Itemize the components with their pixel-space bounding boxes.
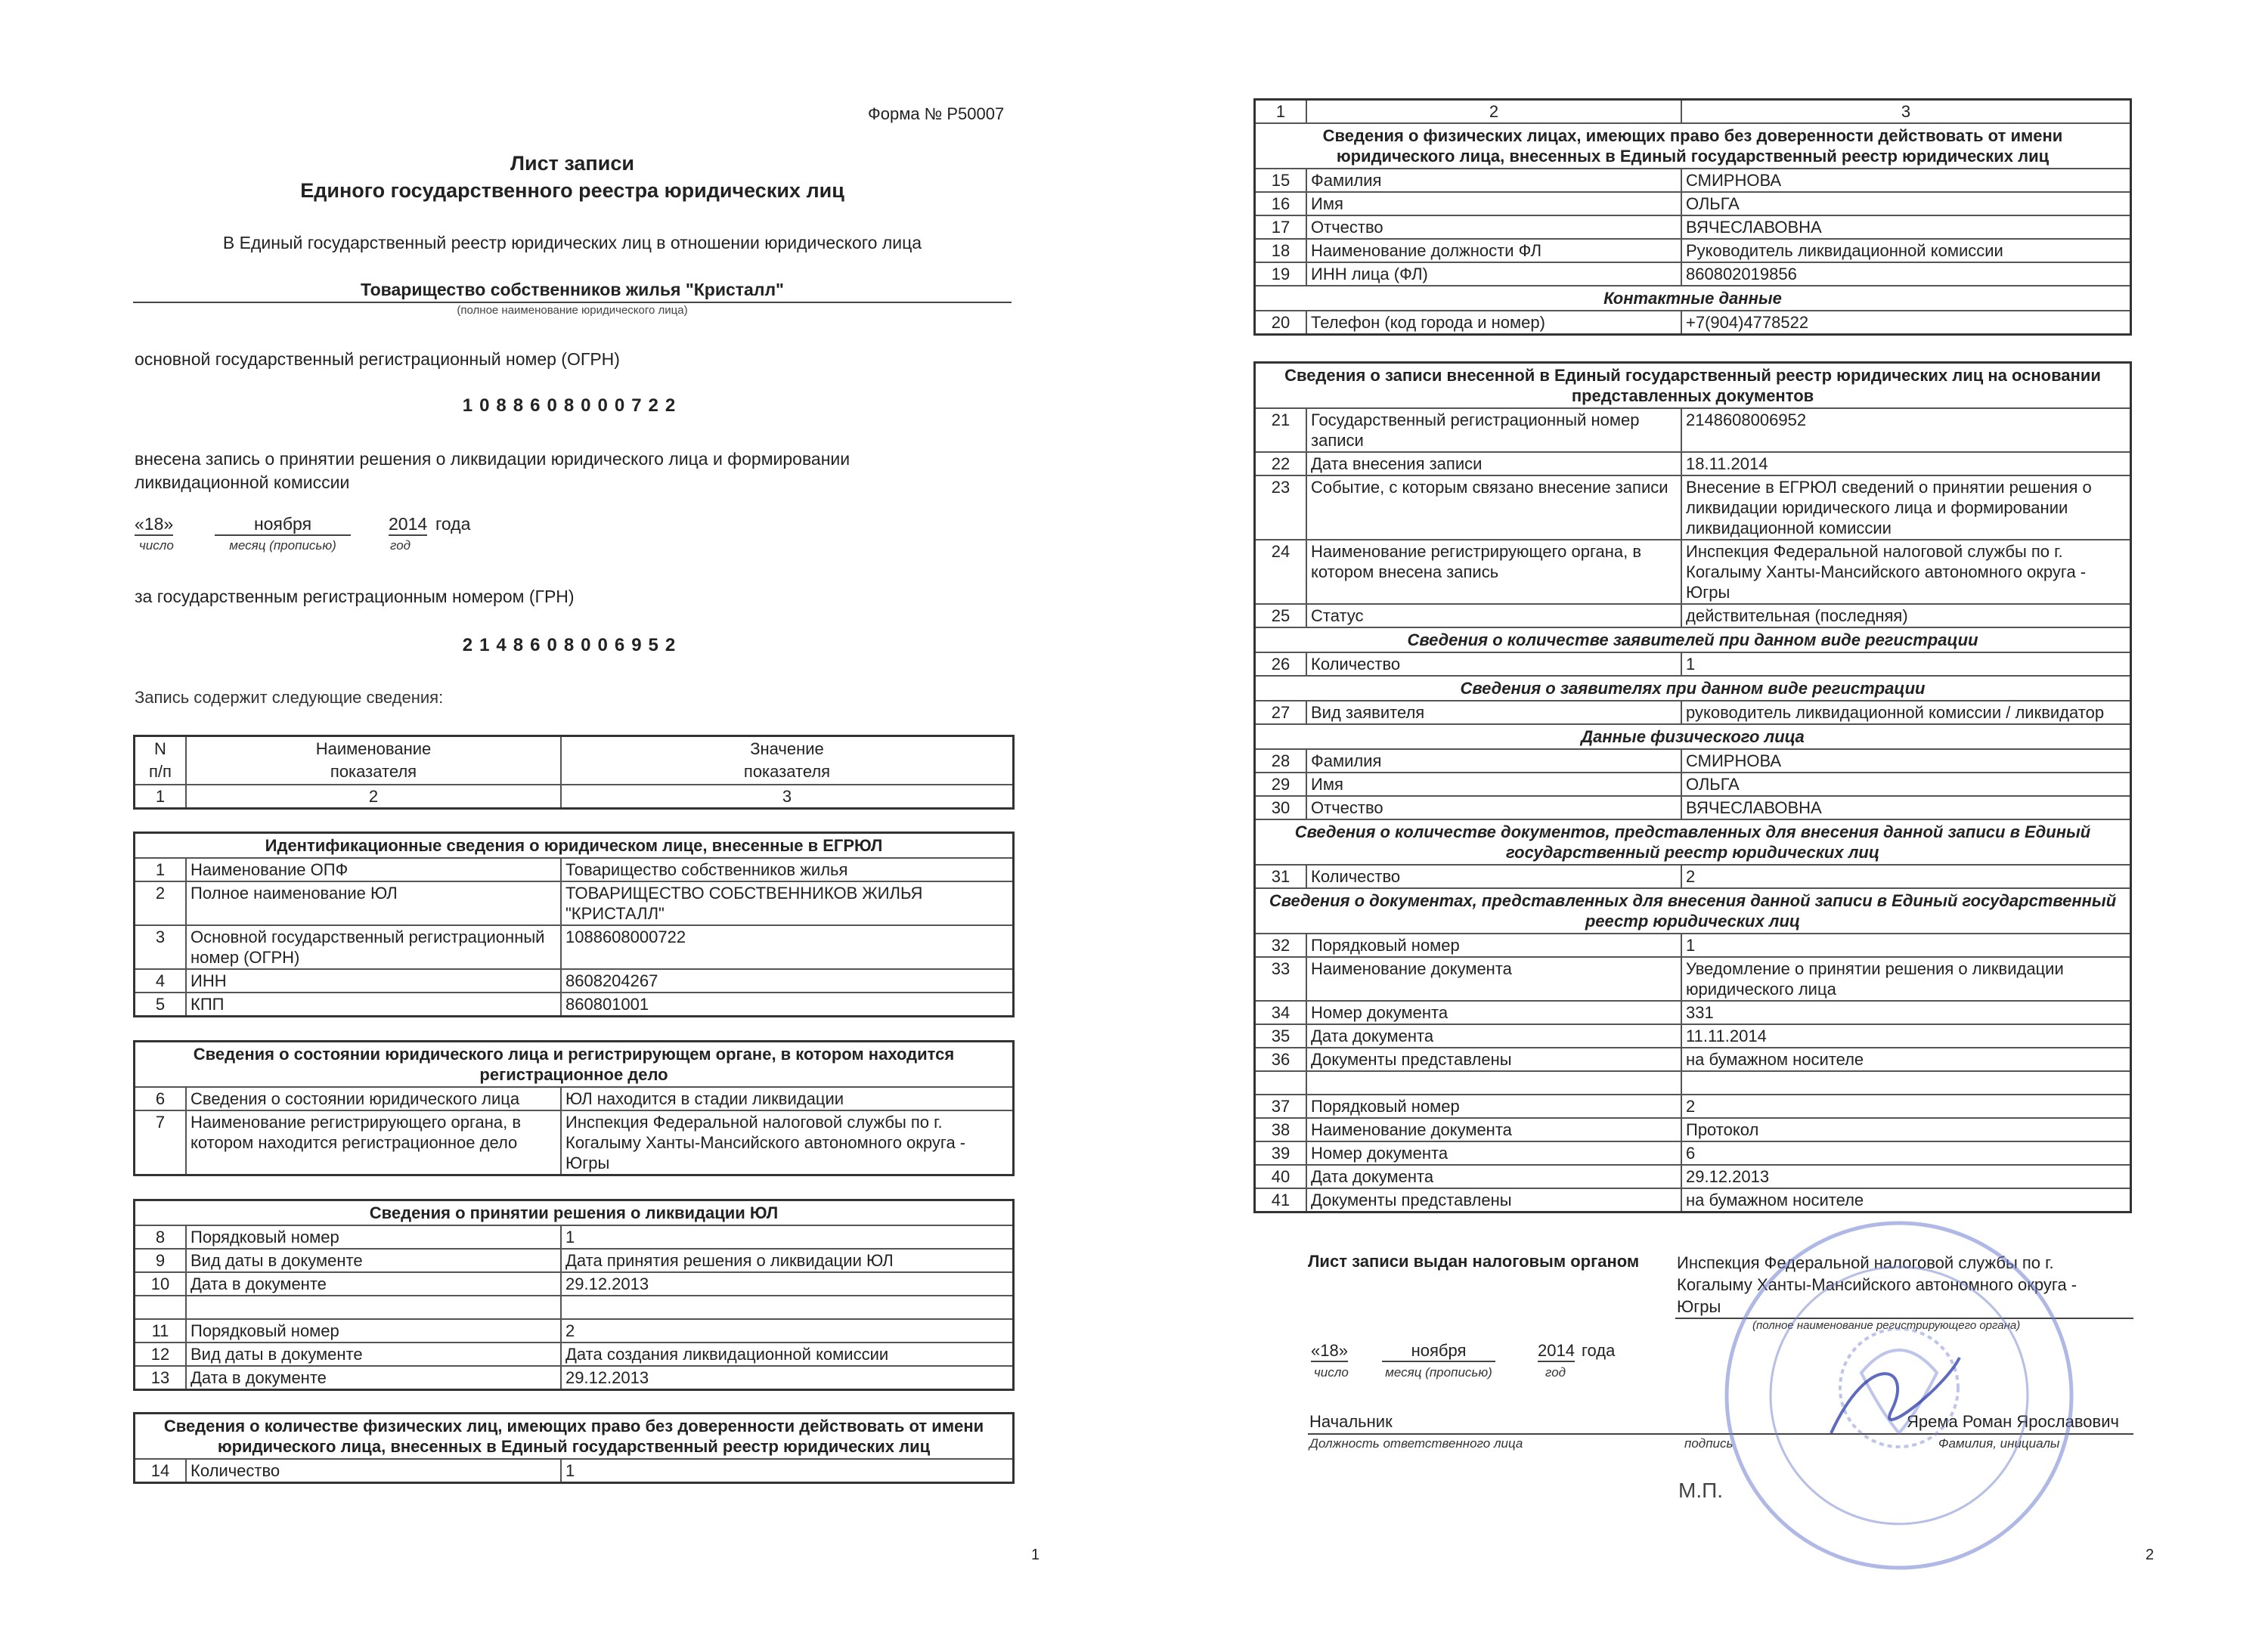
section-title: Сведения о записи внесенной в Единый государственный реестр юридических лиц на основании представленных документов: [1255, 363, 2131, 409]
row-indicator-value: ВЯЧЕСЛАВОВНА: [1681, 215, 2131, 239]
row-indicator-value: 11.11.2014: [1681, 1024, 2131, 1048]
decision-section-table: [133, 1199, 1015, 1391]
row-indicator-name: Телефон (код города и номер): [1306, 311, 1681, 335]
table-row: [1255, 1024, 2131, 1048]
col3-header: [561, 736, 1014, 785]
row-indicator-name: Порядковый номер: [1306, 934, 1681, 957]
row-indicator-name: Полное наименование ЮЛ: [186, 881, 561, 925]
section-title: Идентификационные сведения о юридическом лице, внесенные в ЕГРЮЛ: [135, 833, 1014, 859]
table-row: [135, 881, 1014, 925]
docs-count-rows: [1255, 865, 2131, 888]
form-number: Форма № Р50007: [868, 104, 1005, 123]
row-indicator-value: 1088608000722: [561, 925, 1014, 969]
table-row: [135, 1225, 1014, 1249]
row-indicator-name: КПП: [186, 993, 561, 1017]
issued-authority: Инспекция Федеральной налоговой службы по г. Когалыму Ханты-Мансийского автономного округа - Югры: [1677, 1253, 2077, 1316]
section-header-row: [1255, 123, 2131, 169]
row-number: 37: [1255, 1095, 1307, 1118]
row-indicator-name: Статус: [1306, 604, 1681, 627]
row-indicator-value: 860801001: [561, 993, 1014, 1017]
table-row: [135, 1296, 1014, 1319]
table-row: [1255, 239, 2131, 262]
row-number: 14: [135, 1459, 187, 1483]
issued-date-month: ноября: [1382, 1341, 1495, 1362]
row-indicator-value: 860802019856: [1681, 262, 2131, 286]
row-number: 24: [1255, 540, 1307, 604]
row-number: 33: [1255, 957, 1307, 1001]
row-indicator-value: 1: [561, 1225, 1014, 1249]
columns-header-table: [133, 735, 1015, 810]
section-header-row: [1255, 888, 2131, 934]
row-indicator-name: Количество: [1306, 865, 1681, 888]
row-indicator-name: Имя: [1306, 192, 1681, 215]
col2-header: [186, 736, 561, 785]
row-indicator-name: Дата документа: [1306, 1165, 1681, 1188]
row-indicator-name: Фамилия: [1306, 169, 1681, 192]
row-indicator-name: Количество: [1306, 652, 1681, 676]
table-row: [1255, 262, 2131, 286]
ident-section-table: [133, 832, 1015, 1017]
row-indicator-value: 2148608006952: [1681, 408, 2131, 452]
contacts-title: Контактные данные: [1255, 286, 2131, 311]
table-row: [1255, 1048, 2131, 1071]
row-indicator-value: 29.12.2013: [1681, 1165, 2131, 1188]
row-number: 30: [1255, 796, 1307, 819]
entry-text-line-1: внесена запись о принятии решения о ликвидации юридического лица и формировании: [135, 449, 850, 469]
row-indicator-value: 29.12.2013: [561, 1366, 1014, 1390]
company-caption: (полное наименование юридического лица): [457, 304, 688, 317]
row-number: 10: [135, 1272, 187, 1296]
row-number: 1: [135, 858, 187, 881]
date-year-caption: год: [390, 538, 411, 553]
row-indicator-name: Отчество: [1306, 215, 1681, 239]
row-number: 8: [135, 1225, 187, 1249]
row-indicator-value: 2: [561, 1319, 1014, 1343]
signature-stroke: [1831, 1358, 1960, 1433]
row-indicator-value: ЮЛ находится в стадии ликвидации: [561, 1087, 1014, 1110]
col1-header-line2: п/п: [149, 762, 172, 781]
row-indicator-name: Номер документа: [1306, 1141, 1681, 1165]
table-row: [1255, 934, 2131, 957]
contains-label: Запись содержит следующие сведения:: [135, 688, 444, 707]
row-indicator-name: Имя: [1306, 773, 1681, 796]
person-data-rows: [1255, 749, 2131, 819]
section-header-row: [1255, 676, 2131, 701]
table-row: [135, 1366, 1014, 1390]
applicants-title: Сведения о заявителях при данном виде регистрации: [1255, 676, 2131, 701]
row-indicator-name: Порядковый номер: [1306, 1095, 1681, 1118]
row-indicator-value: ВЯЧЕСЛАВОВНА: [1681, 796, 2131, 819]
row-indicator-name: Вид даты в документе: [186, 1249, 561, 1272]
table-row: [1255, 865, 2131, 888]
row-number: 41: [1255, 1188, 1307, 1212]
col2-header-line2: показателя: [330, 762, 417, 781]
issued-date-day: «18»: [1311, 1341, 1348, 1362]
table-row: [1255, 1165, 2131, 1188]
table-row: [135, 736, 1014, 785]
col-num-1: 1: [1255, 100, 1307, 124]
col1-header-line1: N: [154, 739, 166, 758]
row-number: 13: [135, 1366, 187, 1390]
table-row: [135, 858, 1014, 881]
page-number: 1: [1031, 1547, 1040, 1563]
row-number: 36: [1255, 1048, 1307, 1071]
row-indicator-value: 1: [1681, 934, 2131, 957]
row-indicator-name: Государственный регистрационный номер записи: [1306, 408, 1681, 452]
section-header-row: [1255, 627, 2131, 652]
row-indicator-name: Вид заявителя: [1306, 701, 1681, 724]
row-indicator-name: Наименование регистрирующего органа, в котором внесена запись: [1306, 540, 1681, 604]
state-section-table: [133, 1040, 1015, 1176]
entry-text-line-2: ликвидационной комиссии: [135, 472, 350, 492]
row-indicator-value: Инспекция Федеральной налоговой службы по г. Когалыму Ханты-Мансийского автономного округа - Югры: [1681, 540, 2131, 604]
person-rows: [1255, 169, 2131, 286]
row-indicator-name: Номер документа: [1306, 1001, 1681, 1024]
section-title: Сведения о количестве физических лиц, имеющих право без доверенности действовать от имени юридического лица, внесенных в Единый государственный реестр юридических лиц: [135, 1414, 1014, 1460]
section-header-row: [1255, 363, 2131, 409]
table-row: [1255, 169, 2131, 192]
contact-rows: [1255, 311, 2131, 335]
table-row: [135, 1087, 1014, 1110]
table-row: [135, 1110, 1014, 1175]
ident-rows: [135, 858, 1014, 1017]
table-row: [135, 1343, 1014, 1366]
table-row: [1255, 773, 2131, 796]
row-indicator-name: Наименование документа: [1306, 957, 1681, 1001]
row-indicator-value: [1681, 1071, 2131, 1095]
grn-value: 2148608006952: [462, 635, 683, 655]
table-row: [1255, 311, 2131, 335]
row-indicator-value: ОЛЬГА: [1681, 773, 2131, 796]
row-indicator-value: 2: [1681, 1095, 2131, 1118]
issued-date-year-suffix: года: [1582, 1341, 1616, 1360]
table-row: [135, 785, 1014, 809]
table-row: [1255, 408, 2131, 452]
row-number: 4: [135, 969, 187, 993]
row-indicator-value: 8608204267: [561, 969, 1014, 993]
table-row: [1255, 1188, 2131, 1212]
stamp-outer-ring: [1727, 1223, 2071, 1568]
date-day: «18»: [135, 514, 173, 536]
row-indicator-name: ИНН: [186, 969, 561, 993]
page-number: 2: [2146, 1547, 2155, 1563]
row-indicator-value: руководитель ликвидационной комиссии / ликвидатор: [1681, 701, 2131, 724]
row-indicator-value: действительная (последняя): [1681, 604, 2131, 627]
row-number: 3: [135, 925, 187, 969]
col3-header-line1: Значение: [750, 739, 824, 758]
table-row: [1255, 475, 2131, 540]
table-row: [135, 1249, 1014, 1272]
row-indicator-value: на бумажном носителе: [1681, 1188, 2131, 1212]
docs-title: Сведения о документах, представленных для внесения данной записи в Единый государственный реестр юридических лиц: [1255, 888, 2131, 934]
row-indicator-name: Основной государственный регистрационный номер (ОГРН): [186, 925, 561, 969]
row-indicator-name: Дата документа: [1306, 1024, 1681, 1048]
entry-text: [135, 448, 850, 494]
persons-count-rows: [135, 1459, 1014, 1483]
row-number: 6: [135, 1087, 187, 1110]
table-row: [1255, 452, 2131, 475]
row-indicator-name: Вид даты в документе: [186, 1343, 561, 1366]
table-row: [135, 969, 1014, 993]
table-row: [1255, 1141, 2131, 1165]
date-year-suffix: года: [435, 514, 471, 534]
row-indicator-value: Дата создания ликвидационной комиссии: [561, 1343, 1014, 1366]
row-indicator-value: [561, 1296, 1014, 1319]
row-number: 17: [1255, 215, 1307, 239]
row-number: 25: [1255, 604, 1307, 627]
official-stamp: [1718, 1214, 2081, 1577]
table-row: [135, 925, 1014, 969]
table-row: [1255, 1118, 2131, 1141]
signature-caption: подпись: [1684, 1436, 1734, 1451]
row-indicator-value: СМИРНОВА: [1681, 749, 2131, 773]
issued-month-caption: месяц (прописью): [1385, 1365, 1492, 1380]
col-num-3: 3: [1681, 100, 2131, 124]
table-row: [1255, 652, 2131, 676]
row-indicator-value: на бумажном носителе: [1681, 1048, 2131, 1071]
date-day-caption: число: [139, 538, 174, 553]
row-indicator-name: Дата внесения записи: [1306, 452, 1681, 475]
position: Начальник: [1309, 1412, 1393, 1431]
decision-rows: [135, 1225, 1014, 1390]
row-number: 7: [135, 1110, 187, 1175]
table-row: [1255, 1071, 2131, 1095]
issued-label: Лист записи выдан налоговым органом: [1308, 1252, 1640, 1271]
row-indicator-name: Наименование документа: [1306, 1118, 1681, 1141]
person-data-title: Данные физического лица: [1255, 724, 2131, 749]
table-row: [1255, 540, 2131, 604]
row-number: 11: [135, 1319, 187, 1343]
section-header-row: [1255, 286, 2131, 311]
issued-date-year: 2014: [1538, 1341, 1575, 1362]
date-month-caption: месяц (прописью): [229, 538, 336, 553]
section-title: Сведения о состоянии юридического лица и регистрирующем органе, в котором находится регистрационное дело: [135, 1042, 1014, 1088]
row-number: [1255, 1071, 1307, 1095]
row-indicator-name: Порядковый номер: [186, 1225, 561, 1249]
row-number: 39: [1255, 1141, 1307, 1165]
row-number: 5: [135, 993, 187, 1017]
section-header-row: [1255, 724, 2131, 749]
table-row: [1255, 796, 2131, 819]
table-row: [135, 1459, 1014, 1483]
row-indicator-value: Дата принятия решения о ликвидации ЮЛ: [561, 1249, 1014, 1272]
row-indicator-value: 1: [561, 1459, 1014, 1483]
table-row: [1255, 749, 2131, 773]
col-num-3: 3: [561, 785, 1014, 809]
row-number: 34: [1255, 1001, 1307, 1024]
issued-year-caption: год: [1545, 1365, 1566, 1380]
row-number: 15: [1255, 169, 1307, 192]
col2-header-line1: Наименование: [315, 739, 432, 758]
row-indicator-name: Фамилия: [1306, 749, 1681, 773]
table-row: [1255, 215, 2131, 239]
ogrn-label: основной государственный регистрационный номер (ОГРН): [135, 349, 620, 369]
table-row: [1255, 1095, 2131, 1118]
row-number: 28: [1255, 749, 1307, 773]
applicants-count-title: Сведения о количестве заявителей при данном виде регистрации: [1255, 627, 2131, 652]
row-indicator-name: Наименование должности ФЛ: [1306, 239, 1681, 262]
table-row: [135, 1272, 1014, 1296]
row-indicator-name: Количество: [186, 1459, 561, 1483]
row-indicator-name: Сведения о состоянии юридического лица: [186, 1087, 561, 1110]
table-row: [1255, 957, 2131, 1001]
stamp-eagle-shape: [1861, 1350, 1937, 1433]
row-indicator-name: Наименование регистрирующего органа, в котором находится регистрационное дело: [186, 1110, 561, 1175]
row-indicator-value: ОЛЬГА: [1681, 192, 2131, 215]
applicants-rows: [1255, 701, 2131, 724]
table-row: [135, 1319, 1014, 1343]
table-row: [1255, 1001, 2131, 1024]
col-num-1: 1: [135, 785, 187, 809]
state-rows: [135, 1087, 1014, 1175]
section-title: Сведения о физических лицах, имеющих право без доверенности действовать от имени юридического лица, внесенных в Единый государственный реестр юридических лиц: [1255, 123, 2131, 169]
docs-count-title: Сведения о количестве документов, представленных для внесения данной записи в Единый государственный реестр юридических лиц: [1255, 819, 2131, 865]
date-year: 2014: [389, 514, 427, 536]
col3-header-line2: показателя: [743, 762, 831, 781]
section-header-row: [135, 1414, 1014, 1460]
row-indicator-name: Документы представлены: [1306, 1048, 1681, 1071]
row-indicator-name: Событие, с которым связано внесение записи: [1306, 475, 1681, 540]
table-row: [1255, 192, 2131, 215]
section-header-row: [135, 1200, 1014, 1226]
table-row: [1255, 100, 2131, 124]
row-indicator-value: Товарищество собственников жилья: [561, 858, 1014, 881]
record-rows: [1255, 408, 2131, 627]
stamp-inner-ring: [1771, 1267, 2028, 1524]
signer-name: Ярема Роман Ярославович: [1907, 1412, 2119, 1431]
section-header-row: [135, 1042, 1014, 1088]
title-line-1: Лист записи: [510, 152, 634, 175]
row-number: 12: [135, 1343, 187, 1366]
table-row: [1255, 701, 2131, 724]
row-number: 26: [1255, 652, 1307, 676]
row-indicator-name: Дата в документе: [186, 1272, 561, 1296]
row-number: 9: [135, 1249, 187, 1272]
col-num-2: 2: [1306, 100, 1681, 124]
record-section-table: [1253, 361, 2132, 1213]
section-header-row: [1255, 819, 2131, 865]
mp-label: М.П.: [1678, 1479, 1724, 1502]
row-indicator-value: 29.12.2013: [561, 1272, 1014, 1296]
row-number: 23: [1255, 475, 1307, 540]
row-indicator-name: Дата в документе: [186, 1366, 561, 1390]
row-number: [135, 1296, 187, 1319]
row-number: 31: [1255, 865, 1307, 888]
section-title: Сведения о принятии решения о ликвидации ЮЛ: [135, 1200, 1014, 1226]
row-indicator-name: ИНН лица (ФЛ): [1306, 262, 1681, 286]
grn-label: за государственным регистрационным номером (ГРН): [135, 587, 575, 606]
row-number: 29: [1255, 773, 1307, 796]
row-number: 40: [1255, 1165, 1307, 1188]
row-indicator-name: Отчество: [1306, 796, 1681, 819]
issued-day-caption: число: [1314, 1365, 1349, 1380]
row-indicator-value: 2: [1681, 865, 2131, 888]
company-name: Товарищество собственников жилья "Кристалл": [133, 280, 1012, 303]
row-indicator-value: Внесение в ЕГРЮЛ сведений о принятии решения о ликвидации юридического лица и формировании ликвидационной комиссии: [1681, 475, 2131, 540]
row-indicator-value: 331: [1681, 1001, 2131, 1024]
row-indicator-value: +7(904)4778522: [1681, 311, 2131, 335]
authority-caption: (полное наименование регистрирующего органа): [1752, 1319, 2021, 1332]
date-month: ноября: [215, 514, 351, 536]
row-indicator-value: Руководитель ликвидационной комиссии: [1681, 239, 2131, 262]
row-indicator-value: ТОВАРИЩЕСТВО СОБСТВЕННИКОВ ЖИЛЬЯ "КРИСТАЛЛ": [561, 881, 1014, 925]
row-number: 16: [1255, 192, 1307, 215]
row-indicator-value: Уведомление о принятии решения о ликвидации юридического лица: [1681, 957, 2131, 1001]
row-number: 2: [135, 881, 187, 925]
col-num-2: 2: [186, 785, 561, 809]
row-indicator-value: СМИРНОВА: [1681, 169, 2131, 192]
row-indicator-value: 1: [1681, 652, 2131, 676]
row-number: 35: [1255, 1024, 1307, 1048]
signer-caption: Фамилия, инициалы: [1938, 1436, 2060, 1451]
applicants-count-rows: [1255, 652, 2131, 676]
row-number: 32: [1255, 934, 1307, 957]
section-header-row: [135, 833, 1014, 859]
row-number: 27: [1255, 701, 1307, 724]
row-indicator-name: Наименование ОПФ: [186, 858, 561, 881]
position-caption: Должность ответственного лица: [1309, 1436, 1523, 1451]
row-number: 38: [1255, 1118, 1307, 1141]
intro-text: В Единый государственный реестр юридических лиц в отношении юридического лица: [222, 233, 922, 252]
row-indicator-name: Документы представлены: [1306, 1188, 1681, 1212]
row-indicator-name: [1306, 1071, 1681, 1095]
row-indicator-value: Инспекция Федеральной налоговой службы по г. Когалыму Ханты-Мансийского автономного округа - Югры: [561, 1110, 1014, 1175]
row-number: 18: [1255, 239, 1307, 262]
row-indicator-name: Порядковый номер: [186, 1319, 561, 1343]
persons-count-section-table: [133, 1412, 1015, 1484]
persons-section-table: [1253, 98, 2132, 336]
ogrn-value: 1088608000722: [462, 395, 683, 416]
page-2: [1134, 0, 2268, 1629]
col1-header: [135, 736, 187, 785]
row-indicator-value: Протокол: [1681, 1118, 2131, 1141]
row-number: 22: [1255, 452, 1307, 475]
row-indicator-name: [186, 1296, 561, 1319]
row-indicator-value: 18.11.2014: [1681, 452, 2131, 475]
docs-rows: [1255, 934, 2131, 1212]
table-row: [1255, 604, 2131, 627]
row-number: 19: [1255, 262, 1307, 286]
row-number: 21: [1255, 408, 1307, 452]
title-line-2: Единого государственного реестра юридических лиц: [300, 179, 844, 202]
row-number: 20: [1255, 311, 1307, 335]
page-title: [133, 150, 1012, 204]
row-indicator-value: 6: [1681, 1141, 2131, 1165]
table-row: [135, 993, 1014, 1017]
